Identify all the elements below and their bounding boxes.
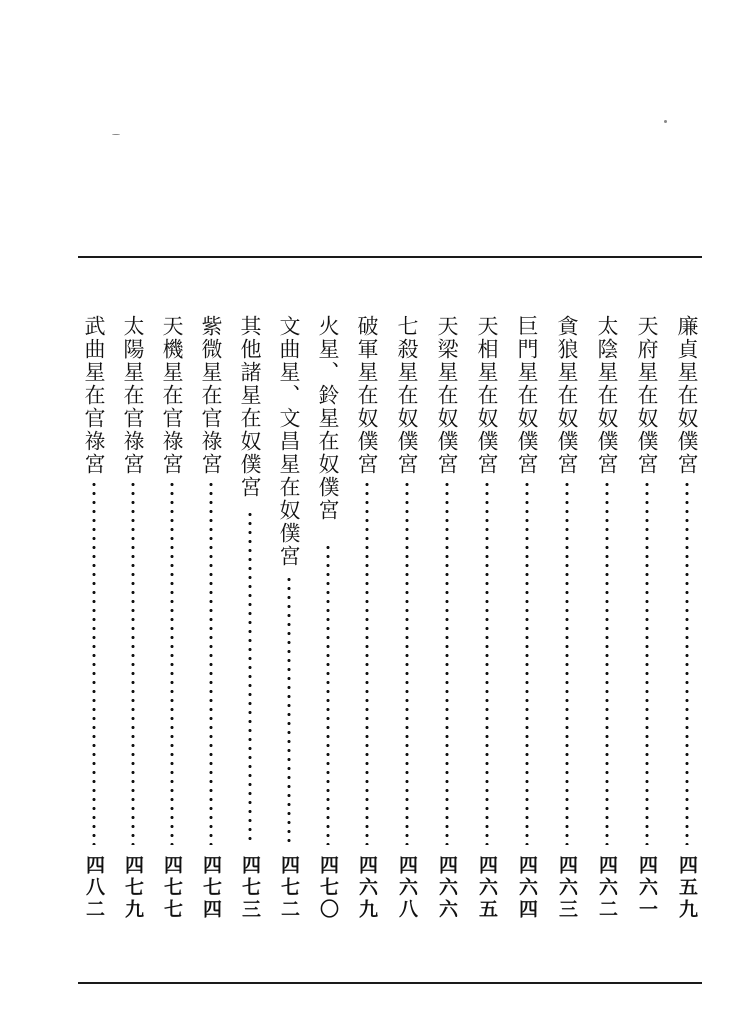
dot-leader — [444, 480, 450, 845]
toc-entry-page: 四七二 — [278, 855, 300, 921]
toc-entry[interactable] — [552, 315, 582, 925]
dot-leader — [564, 480, 570, 845]
toc-entry[interactable] — [157, 315, 187, 925]
toc-entry-page: 四六三 — [556, 855, 578, 921]
toc-entry-title: 巨門星在奴僕宮 — [515, 315, 539, 476]
toc-entry-page: 四五九 — [676, 855, 698, 921]
dot-leader — [208, 480, 214, 845]
toc-entry-title: 天相星在奴僕宮 — [475, 315, 499, 476]
toc-entry[interactable] — [592, 315, 622, 925]
toc-entry[interactable] — [512, 315, 542, 925]
toc-entry-page: 四六八 — [396, 855, 418, 921]
toc-entry-title: 天機星在官祿宮 — [160, 315, 184, 476]
dot-leader — [604, 480, 610, 845]
dot-leader — [684, 480, 690, 845]
dot-leader — [524, 480, 530, 845]
toc-entry-page: 四六五 — [476, 855, 498, 921]
toc-entry-page: 四七七 — [161, 855, 183, 921]
toc-entry[interactable] — [672, 315, 702, 925]
toc-entry-page: 四七四 — [200, 855, 222, 921]
toc-entry-title: 火星、鈴星在奴僕宮 — [316, 315, 340, 522]
toc-entry-page: 四六一 — [636, 855, 658, 921]
toc-entry[interactable] — [118, 315, 148, 925]
dot-leader — [644, 480, 650, 845]
toc-entry-page: 四六四 — [516, 855, 538, 921]
dot-leader — [130, 480, 136, 845]
toc-entry-page: 四六九 — [356, 855, 378, 921]
dot-leader — [404, 480, 410, 845]
toc-entry[interactable] — [79, 315, 109, 925]
toc-entry-page: 四七三 — [239, 855, 261, 921]
toc-entry-title: 太陰星在奴僕宮 — [595, 315, 619, 476]
toc-entry[interactable] — [392, 315, 422, 925]
toc-entry-title: 文曲星、文昌星在奴僕宮 — [277, 315, 301, 568]
toc-entry[interactable] — [235, 315, 265, 925]
toc-entry-title: 貪狼星在奴僕宮 — [555, 315, 579, 476]
toc-entry-page: 四六六 — [436, 855, 458, 921]
toc-entry-title: 廉貞星在奴僕宮 — [675, 315, 699, 476]
toc-entry-page: 四六二 — [596, 855, 618, 921]
toc-entry-title: 七殺星在奴僕宮 — [395, 315, 419, 476]
dot-leader — [91, 480, 97, 845]
dot-leader — [169, 480, 175, 845]
toc-entry[interactable] — [196, 315, 226, 925]
toc-entry-title: 其他諸星在奴僕宮 — [238, 315, 262, 499]
toc-entry-title: 天梁星在奴僕宮 — [435, 315, 459, 476]
dot-leader — [484, 480, 490, 845]
toc-entry[interactable] — [313, 315, 343, 925]
toc-entry[interactable] — [432, 315, 462, 925]
toc-entry-title: 天府星在奴僕宮 — [635, 315, 659, 476]
toc-entry[interactable] — [352, 315, 382, 925]
toc-entry-page: 四七〇 — [317, 855, 339, 921]
dot-leader — [364, 480, 370, 845]
toc-entry-title: 武曲星在官祿宮 — [82, 315, 106, 476]
toc-entry[interactable] — [274, 315, 304, 925]
dot-leader — [325, 543, 331, 845]
toc-entry-title: 破軍星在奴僕宮 — [355, 315, 379, 476]
toc-entry-title: 太陽星在官祿宮 — [121, 315, 145, 476]
dot-leader — [247, 510, 253, 845]
toc-entry-title: 紫微星在官祿宮 — [199, 315, 223, 476]
dot-leader — [286, 575, 292, 845]
toc-entry-page: 四七九 — [122, 855, 144, 921]
toc-entry-page: 四八二 — [83, 855, 105, 921]
toc-entry[interactable] — [472, 315, 502, 925]
toc-entry[interactable] — [632, 315, 662, 925]
